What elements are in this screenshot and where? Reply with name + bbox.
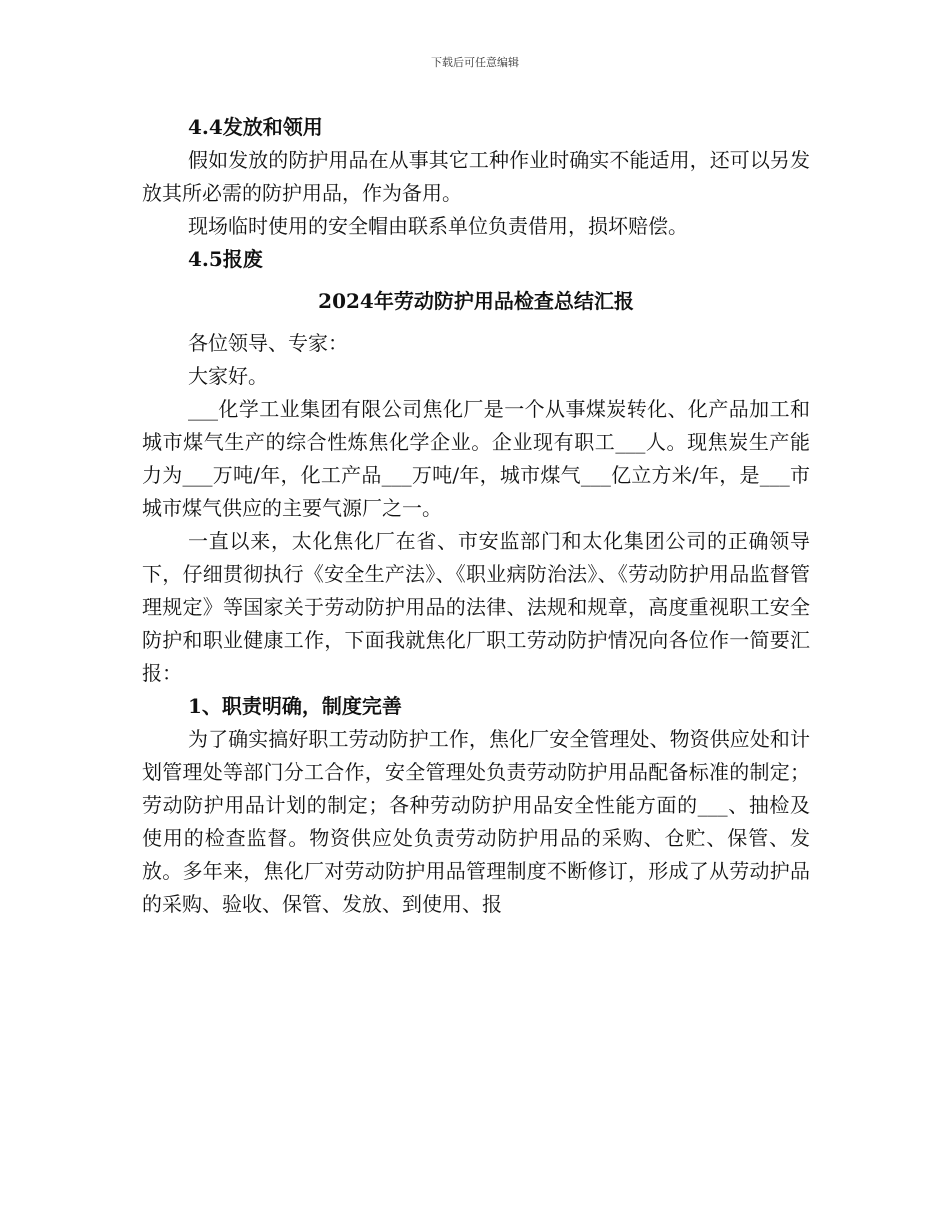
report-paragraph-1: ___化学工业集团有限公司焦化厂是一个从事煤炭转化、化产品加工和城市煤气生产的综合性炼焦化学企业。企业现有职工___人。现焦炭生产能力为___万吨/年，化工产品___万吨/年，城市煤气___亿立方米/年，是___市城市煤气供应的主要气源厂之一。 — [142, 397, 810, 520]
page-header-note: 下载后可任意编辑 — [431, 56, 519, 69]
document-body — [142, 111, 810, 921]
report-paragraph-3: 为了确实搞好职工劳动防护工作，焦化厂安全管理处、物资供应处和计划管理处等部门分工合作，安全管理处负责劳动防护用品配备标准的制定；劳动防护用品计划的制定；各种劳动防护用品安全性能方面的___、抽检及使用的检查监督。物资供应处负责劳动防护用品的采购、仓贮、保管、发放。多年来，焦化厂对劳动防护用品管理制度不断修订，形成了从劳动护品的采购、验收、保管、发放、到使用、报 — [142, 727, 810, 916]
report-section-1-heading: 1、职责明确，制度完善 — [188, 694, 402, 718]
report-greeting-1: 各位领导、专家： — [188, 331, 348, 355]
section-4-4-paragraph-1: 假如发放的防护用品在从事其它工种作业时确实不能适用，还可以另发放其所必需的防护用品，作为备用。 — [142, 148, 810, 205]
report-greeting-2: 大家好。 — [188, 364, 268, 388]
report-title: 2024年劳动防护用品检查总结汇报 — [318, 289, 634, 313]
section-4-4-heading: 4.4发放和领用 — [188, 115, 323, 139]
report-paragraph-2: 一直以来，太化焦化厂在省、市安监部门和太化集团公司的正确领导下，仔细贯彻执行《安全生产法》、《职业病防治法》、《劳动防护用品监督管理规定》等国家关于劳动防护用品的法律、法规和规章，高度重视职工安全防护和职业健康工作，下面我就焦化厂职工劳动防护情况向各位作一简要汇报： — [142, 529, 810, 685]
section-4-5-heading: 4.5报废 — [188, 247, 263, 271]
section-4-4-paragraph-2: 现场临时使用的安全帽由联系单位负责借用，损坏赔偿。 — [188, 214, 688, 238]
